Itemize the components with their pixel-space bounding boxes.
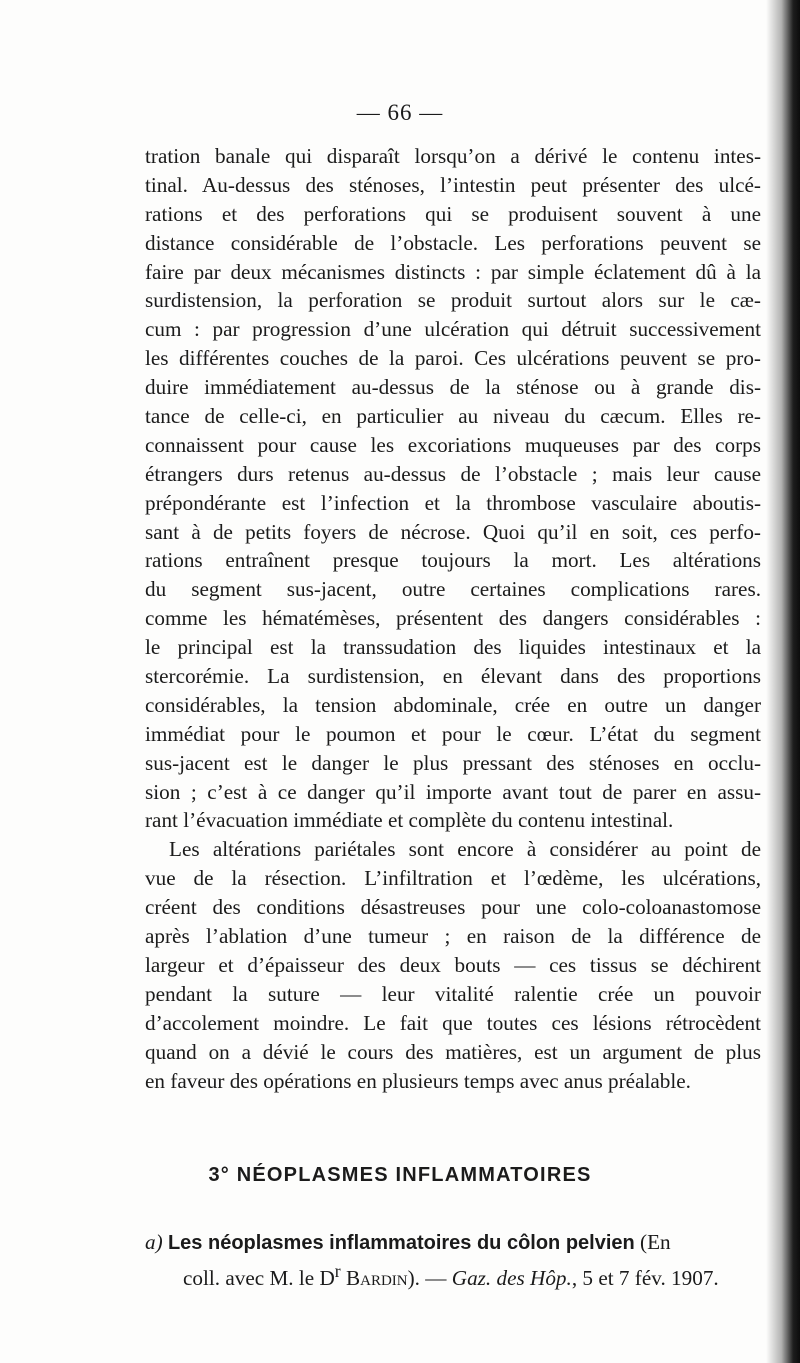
text-line: rations et des perforations qui se produisent souvent à une: [145, 201, 761, 226]
entry-date: , 5 et 7 fév. 1907.: [571, 1266, 719, 1291]
text-line: les différentes couches de la paroi. Ces ulcérations peuvent se pro-: [145, 346, 761, 371]
entry-author: Bardin: [345, 1266, 408, 1291]
text-line: largeur et d’épaisseur des deux bouts — ces tissus se déchirent: [145, 952, 761, 977]
bibliography-entry: [145, 1228, 761, 1292]
text-line: sus-jacent est le danger le plus pressant des sténoses en occlu-: [145, 750, 761, 775]
text-line: d’accolement moindre. Le fait que toutes ces lésions rétrocèdent: [145, 1010, 761, 1035]
entry-collab: coll. avec M. le D: [183, 1266, 335, 1291]
text-line: vue de la résection. L’infiltration et l’œdème, les ulcérations,: [145, 866, 761, 891]
text-line: pendant la suture — leur vitalité ralentie crée un pouvoir: [145, 981, 761, 1006]
text-line: tration banale qui disparaît lorsqu’on a dérivé le contenu intes-: [145, 144, 761, 168]
text-line: en faveur des opérations en plusieurs temps avec anus préalable.: [145, 1068, 691, 1093]
paragraph-1: [145, 142, 761, 835]
text-line: tinal. Au-dessus des sténoses, l’intestin peut présenter des ulcé-: [145, 172, 761, 197]
text-line: rations entraînent presque toujours la mort. Les altérations: [145, 548, 761, 573]
text-line: du segment sus-jacent, outre certaines complications rares.: [145, 577, 761, 602]
text-line: étrangers durs retenus au-dessus de l’obstacle ; mais leur cause: [145, 461, 761, 486]
entry-collab-sup: r: [334, 1261, 341, 1281]
text-line: considérables, la tension abdominale, crée en outre un danger: [145, 692, 761, 717]
text-line: prépondérante est l’infection et la thrombose vasculaire aboutis-: [145, 490, 761, 515]
text-line: cum : par progression d’une ulcération qui détruit successivement: [145, 317, 761, 342]
entry-after-author: ). —: [407, 1266, 447, 1291]
entry-label: a): [145, 1230, 163, 1254]
text-line: immédiat pour le poumon et pour le cœur. L’état du segment: [145, 721, 761, 746]
text-line: duire immédiatement au-dessus de la sténose ou à grande dis-: [145, 375, 761, 400]
text-line: comme les hématémèses, présentent des dangers considérables :: [145, 606, 761, 631]
text-line: faire par deux mécanismes distincts : par simple éclatement dû à la: [145, 259, 761, 284]
text-line: créent des conditions désastreuses pour une colo-coloanastomose: [145, 895, 761, 920]
text-line: après l’ablation d’une tumeur ; en raison de la différence de: [145, 924, 761, 949]
page-number: — 66 —: [356, 100, 444, 125]
section-title: 3° NÉOPLASMES INFLAMMATOIRES: [208, 1164, 592, 1186]
body-text: [145, 142, 761, 1095]
text-line: tance de celle-ci, en particulier au niveau du cæcum. Elles re-: [145, 404, 761, 429]
scan-edge-shadow: [766, 0, 800, 1363]
text-line: surdistension, la perforation se produit surtout alors sur le cæ-: [145, 288, 761, 313]
text-line: sant à de petits foyers de nécrose. Quoi qu’il en soit, ces perfo-: [145, 519, 761, 544]
text-line: connaissent pour cause les excoriations muqueuses par des corps: [145, 432, 761, 457]
text-line: Les altérations pariétales sont encore à considérer au point de: [169, 837, 761, 862]
text-line: stercorémie. La surdistension, en élevant dans des proportions: [145, 664, 761, 689]
text-line: le principal est la transsudation des liquides intestinaux et la: [145, 635, 761, 660]
paragraph-2: [145, 835, 761, 1095]
entry-journal: Gaz. des Hôp.: [451, 1266, 572, 1291]
text-line: quand on a dévié le cours des matières, est un argument de plus: [145, 1039, 761, 1064]
text-line: rant l’évacuation immédiate et complète du contenu intestinal.: [145, 808, 674, 833]
entry-paren: (En: [640, 1230, 671, 1254]
text-line: distance considérable de l’obstacle. Les perforations peuvent se: [145, 230, 761, 255]
entry-title: Les néoplasmes inflammatoires du côlon pelvien: [167, 1232, 635, 1254]
text-line: sion ; c’est à ce danger qu’il importe avant tout de parer en assu-: [145, 779, 761, 804]
entry-line-2: [145, 1257, 761, 1292]
